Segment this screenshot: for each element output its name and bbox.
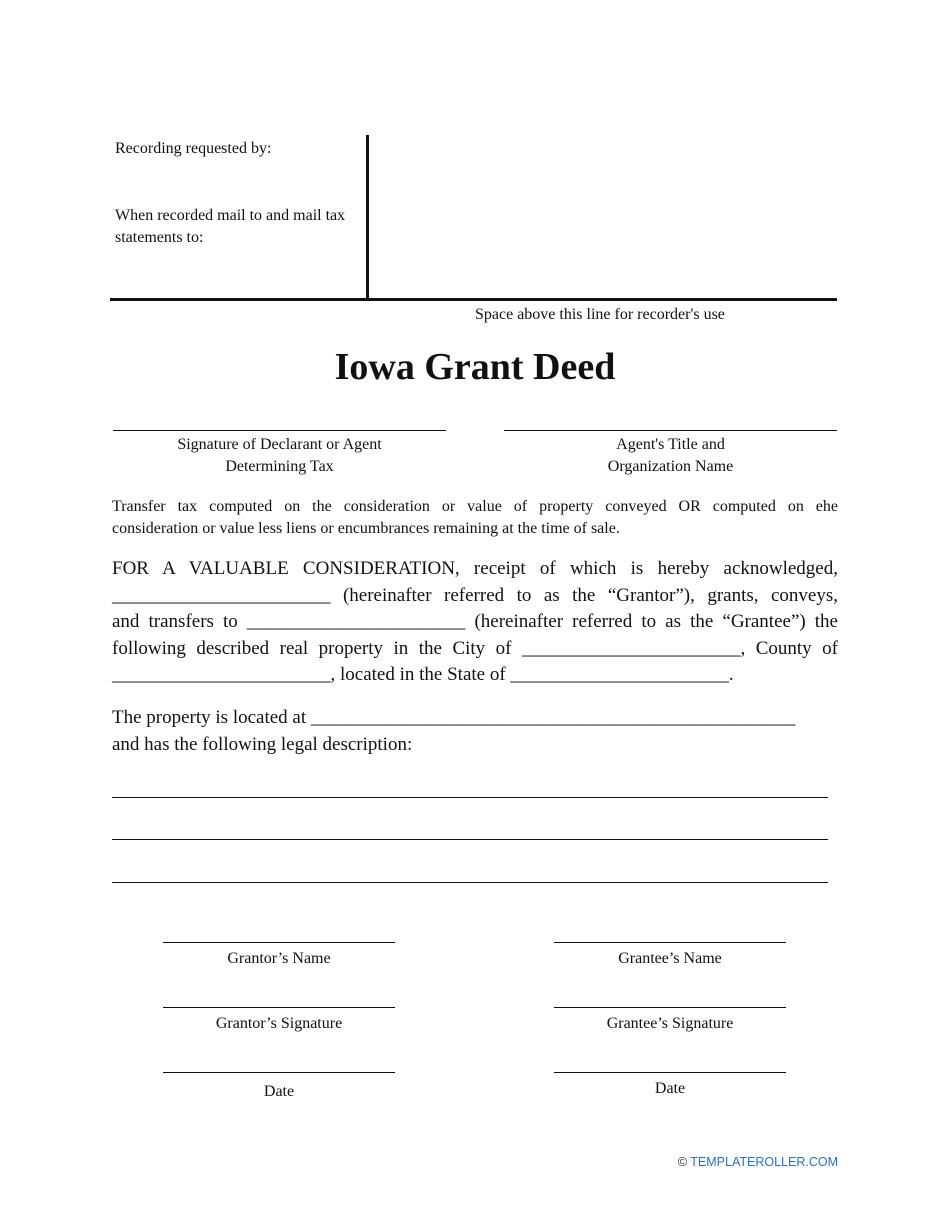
grantee-name-label: Grantee’s Name	[618, 950, 722, 967]
footer-credit	[678, 1155, 838, 1169]
legal-description-line[interactable]	[112, 839, 828, 840]
declarant-label-2: Determining Tax	[225, 458, 334, 475]
grantor-name-label: Grantor’s Name	[227, 950, 331, 967]
legal-description-line[interactable]	[112, 882, 828, 883]
grantor-signature-label: Grantor’s Signature	[215, 1015, 343, 1032]
legal-description-line[interactable]	[112, 797, 828, 798]
agent-label-1: Agent's Title and	[616, 436, 725, 453]
consideration-line: and transfers to _______________________ (hereinafter referred to as the “Grantee”) the	[112, 611, 838, 632]
property-location-line: The property is located at ___________________________________________________	[112, 707, 796, 728]
copyright-symbol: ©	[677, 1155, 688, 1169]
declarant-label-1: Signature of Declarant or Agent	[177, 436, 382, 453]
recorder-space-line	[110, 298, 837, 301]
grantee-signature-line[interactable]	[554, 1007, 786, 1008]
grantee-signature-label: Grantee’s Signature	[606, 1015, 734, 1032]
declarant-signature-block	[113, 430, 446, 478]
grantee-name-line[interactable]	[554, 942, 786, 943]
mail-to-label: When recorded mail to and mail tax statements to:	[115, 207, 346, 246]
agent-title-block	[504, 430, 837, 478]
recording-vertical-divider	[366, 135, 369, 301]
consideration-line: _______________________, located in the State of _______________________.	[112, 664, 734, 685]
transfer-tax-paragraph	[112, 496, 838, 540]
consideration-paragraph	[112, 556, 838, 689]
grantee-date-block	[554, 1072, 786, 1100]
transfer-tax-line: Transfer tax computed on the consideration or value of property conveyed OR computed on ehe	[112, 498, 838, 515]
recording-requested-label: Recording requested by:	[115, 140, 272, 157]
grantor-name-line[interactable]	[163, 942, 395, 943]
grantor-date-block	[163, 1072, 395, 1103]
grantor-signature-block	[163, 1007, 395, 1035]
property-paragraph	[112, 705, 838, 758]
consideration-line: following described real property in the City of _______________________, County of	[112, 637, 838, 659]
agent-label-2: Organization Name	[607, 458, 734, 475]
grantor-date-line[interactable]	[163, 1072, 395, 1073]
templateroller-link[interactable]: TEMPLATEROLLER.COM	[690, 1155, 838, 1169]
declarant-signature-line[interactable]	[113, 430, 446, 431]
transfer-tax-line: consideration or value less liens or encumbrances remaining at the time of sale.	[112, 520, 620, 537]
grantor-name-block	[163, 942, 395, 970]
legal-description-label: and has the following legal description:	[112, 733, 413, 755]
grantee-name-block	[554, 942, 786, 970]
recorder-use-note: Space above this line for recorder's use	[475, 306, 725, 323]
consideration-line: _______________________ (hereinafter referred to as the “Grantor”), grants, conveys,	[112, 584, 838, 606]
grantee-date-label: Date	[654, 1080, 686, 1097]
consideration-line: FOR A VALUABLE CONSIDERATION, receipt of which is hereby acknowledged,	[112, 558, 838, 579]
document-title: Iowa Grant Deed	[334, 346, 616, 388]
grantor-signature-line[interactable]	[163, 1007, 395, 1008]
grantee-signature-block	[554, 1007, 786, 1035]
agent-title-line[interactable]	[504, 430, 837, 431]
grantor-date-label: Date	[263, 1083, 295, 1100]
grantee-date-line[interactable]	[554, 1072, 786, 1073]
